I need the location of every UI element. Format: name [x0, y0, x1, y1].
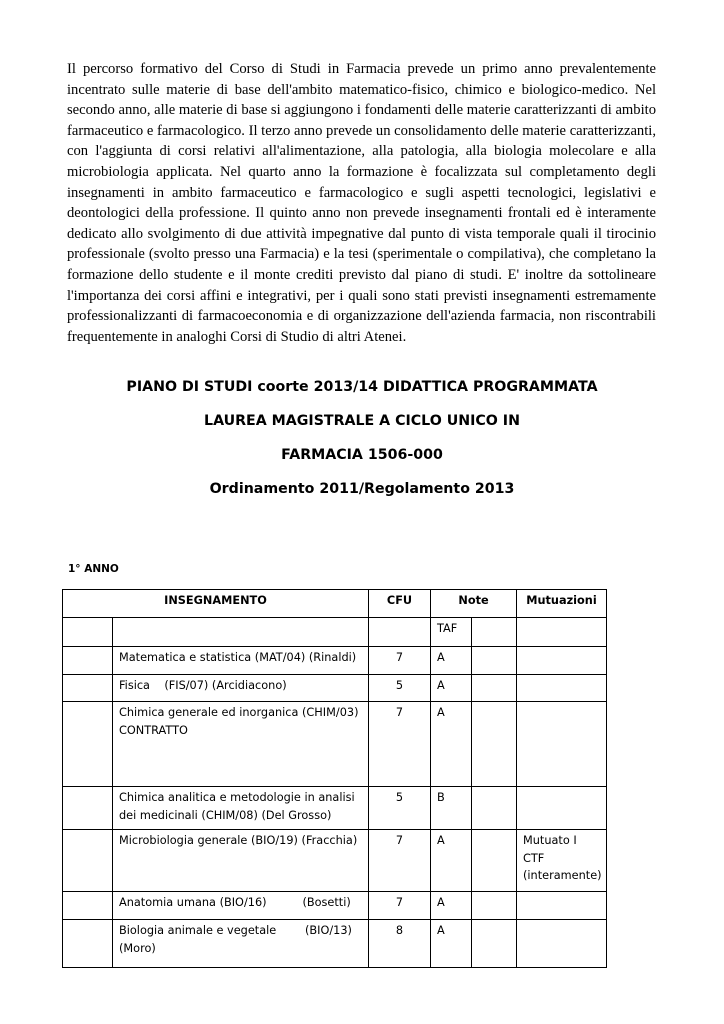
- course-taf: A: [431, 647, 472, 675]
- table-cell: [472, 647, 517, 675]
- course-name: Matematica e statistica (MAT/04) (Rinaldi): [113, 647, 369, 675]
- course-cfu: 5: [369, 787, 431, 830]
- table-cell: [472, 618, 517, 647]
- course-taf: A: [431, 892, 472, 920]
- table-row: [63, 702, 607, 787]
- table-cell: [63, 618, 113, 647]
- table-row: [63, 830, 607, 892]
- course-cfu: 7: [369, 647, 431, 675]
- table-cell: [63, 675, 113, 702]
- table-row: [63, 920, 607, 968]
- table-cell: [472, 702, 517, 787]
- table-cell: [517, 618, 607, 647]
- table-cell: [63, 787, 113, 830]
- table-cell: [472, 892, 517, 920]
- table-cell: [63, 920, 113, 968]
- heading-course-code: FARMACIA 1506-000: [281, 447, 443, 463]
- table-header-row: [63, 590, 607, 618]
- table-subheader-row: [63, 618, 607, 647]
- heading-plan: PIANO DI STUDI coorte 2013/14 DIDATTICA PROGRAMMATA: [126, 379, 598, 395]
- course-cfu: 5: [369, 675, 431, 702]
- table-cell: [472, 920, 517, 968]
- course-mutuazioni: [517, 647, 607, 675]
- course-mutuazioni: [517, 892, 607, 920]
- course-name: Fisica (FIS/07) (Arcidiacono): [113, 675, 369, 702]
- table-cell: [63, 830, 113, 892]
- course-mutuazioni: [517, 787, 607, 830]
- table-row: [63, 892, 607, 920]
- table-cell: [63, 647, 113, 675]
- table-cell: [472, 675, 517, 702]
- course-cfu: 8: [369, 920, 431, 968]
- taf-label: TAF: [431, 618, 472, 647]
- table-cell: [63, 702, 113, 787]
- table-row: [63, 787, 607, 830]
- course-taf: A: [431, 830, 472, 892]
- header-insegnamento: INSEGNAMENTO: [63, 590, 369, 618]
- heading-regulation: Ordinamento 2011/Regolamento 2013: [209, 481, 515, 497]
- course-cfu: 7: [369, 830, 431, 892]
- course-name: Anatomia umana (BIO/16) (Bosetti): [113, 892, 369, 920]
- intro-paragraph: Il percorso formativo del Corso di Studi in Farmacia prevede un primo anno prevalentemente incentrato sulle materie di base dell'ambito matematico-fisico, chimico e biologico-medico. Nel secondo anno, alle materie di base si aggiungono i fondamenti delle materie caratterizzanti di ambito farmaceutico e farmacologico. Il terzo anno prevede un consolidamento delle materie caratterizzanti, con l'aggiunta di corsi relativi all'alimentazione, alla patologia, alla biologia molecolare e alla microbiologia applicata. Nel quarto anno la formazione è focalizzata sul completamento degli insegnamenti in ambito farmaceutico e farmacologico e sugli aspetti tecnologici, legislativi e deontologici della professione. Il quinto anno non prevede insegnamenti frontali ed è interamente dedicato allo svolgimento di due attività impegnative dal punto di vista temporale quali il tirocinio professionale (svolto presso una Farmacia) e la tesi (sperimentale o compilativa), che completano la formazione dello studente e il monte crediti previsto dal piano di studi. E' inoltre da sottolineare l'importanza dei corsi affini e integrativi, per i quali sono stati previsti insegnamenti estremamente professionalizzanti di farmacoeconomia e di organizzazione dell'azienda farmacia, non riscontrabili frequentemente in analoghi Corsi di Studio di altri Atenei.: [67, 61, 656, 345]
- course-taf: B: [431, 787, 472, 830]
- table-cell: [113, 618, 369, 647]
- course-name: Chimica generale ed inorganica (CHIM/03) CONTRATTO: [113, 702, 369, 787]
- header-note: Note: [431, 590, 517, 618]
- table-row: [63, 675, 607, 702]
- course-taf: A: [431, 702, 472, 787]
- course-taf: A: [431, 675, 472, 702]
- header-mutuazioni: Mutuazioni: [517, 590, 607, 618]
- heading-degree: LAUREA MAGISTRALE A CICLO UNICO IN: [204, 413, 520, 429]
- table-cell: [472, 830, 517, 892]
- table-cell: [369, 618, 431, 647]
- course-taf: A: [431, 920, 472, 968]
- course-mutuazioni: Mutuato I CTF (interamente): [517, 830, 607, 892]
- courses-table: [62, 589, 607, 968]
- table-cell: [472, 787, 517, 830]
- course-name: Biologia animale e vegetale (BIO/13) (Moro): [113, 920, 369, 968]
- course-cfu: 7: [369, 702, 431, 787]
- course-mutuazioni: [517, 702, 607, 787]
- document-headings: [0, 376, 724, 512]
- course-mutuazioni: [517, 675, 607, 702]
- course-name: Microbiologia generale (BIO/19) (Fracchia): [113, 830, 369, 892]
- header-cfu: CFU: [369, 590, 431, 618]
- year-label: 1° ANNO: [68, 563, 119, 575]
- course-name: Chimica analitica e metodologie in analisi dei medicinali (CHIM/08) (Del Grosso): [113, 787, 369, 830]
- course-mutuazioni: [517, 920, 607, 968]
- table-row: [63, 647, 607, 675]
- course-cfu: 7: [369, 892, 431, 920]
- table-cell: [63, 892, 113, 920]
